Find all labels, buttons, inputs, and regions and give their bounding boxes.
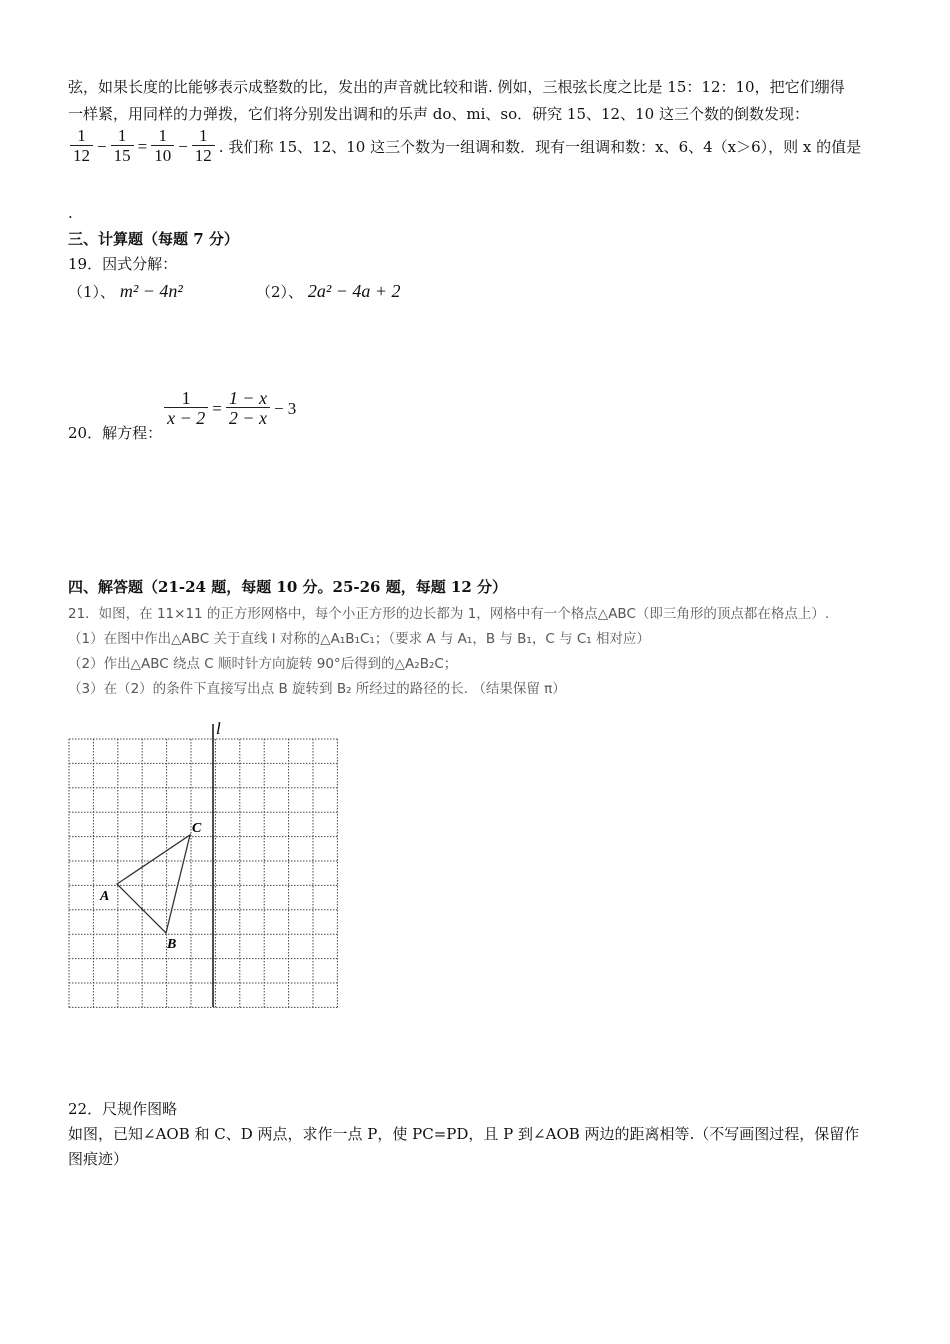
q21-line-2: （1）在图中作出△ABC 关于直线 l 对称的△A₁B₁C₁；（要求 A 与 A₁，B 与 B₁，C 与 C₁ 相对应） — [68, 631, 650, 647]
q20-lhs-fraction: $\frac{1}{x - 2}$ — [164, 389, 208, 428]
intro-line-1: 弦，如果长度的比能够表示成整数的比，发出的声音就比较和谐. 例如，三根弦长度之比是 15：12：10，把它们绷得 — [68, 78, 845, 96]
label-a: A — [100, 889, 110, 904]
label-c: C — [192, 821, 202, 836]
q22-line-1: 如图，已知∠AOB 和 C、D 两点，求作一点 P，使 PC=PD，且 P 到∠AOB 两边的距离相等.（不写画图过程，保留作 — [68, 1125, 860, 1143]
q22-line-2: 图痕迹） — [68, 1150, 129, 1168]
triangle-abc — [117, 835, 190, 933]
equals-sign: = — [212, 398, 222, 418]
q22-title: 22．尺规作图略 — [68, 1100, 178, 1118]
minus-sign: − — [178, 136, 188, 156]
q19-2-expression: 2a² − 4a + 2 — [307, 281, 401, 301]
intro-line-4: . — [68, 204, 73, 222]
q19-title: 19．因式分解： — [68, 255, 178, 273]
intro-line-3-text: . 我们称 15、12、10 这三个数为一组调和数．现有一组调和数：x、6、4（x＞6），则 x 的值是 — [218, 138, 862, 156]
section-3-heading: 三、计算题（每题 7 分） — [68, 230, 239, 248]
q19-1-expression: m² − 4n² — [119, 281, 183, 301]
grid-lines — [69, 739, 337, 1007]
q20 — [68, 374, 298, 443]
label-b: B — [167, 937, 177, 952]
section-4-heading: 四、解答题（21-24 题，每题 10 分。25-26 题，每题 12 分） — [68, 578, 508, 596]
q19-2-label: （2）、 — [256, 283, 304, 301]
q19-2 — [256, 281, 401, 302]
q21-line-3: （2）作出△ABC 绕点 C 顺时针方向旋转 90°后得到的△A₂B₂C； — [68, 656, 458, 672]
q19-1 — [68, 281, 183, 302]
fraction-1-10: $\frac{1}{10}$ — [151, 127, 174, 166]
fraction-1-12: $\frac{1}{12}$ — [192, 127, 215, 166]
fraction-1-12: $\frac{1}{12}$ — [70, 127, 93, 166]
equals-sign: = — [137, 136, 148, 156]
intro-line-2: 一样紧，用同样的力弹拨，它们将分别发出调和的乐声 do、mi、so．研究 15、12、10 这三个数的倒数发现： — [68, 105, 809, 123]
intro-line-3 — [68, 127, 861, 166]
q20-rhs-fraction: $\frac{1 - x}{2 - x}$ — [226, 389, 270, 428]
q20-tail: − 3 — [273, 398, 297, 418]
minus-sign: − — [97, 136, 107, 156]
line-l-label: l — [216, 719, 221, 738]
q21-line-1: 21．如图，在 11×11 的正方形网格中，每个小正方形的边长都为 1，网格中有一个格点△ABC（即三角形的顶点都在格点上）. — [68, 606, 830, 622]
fraction-1-15: $\frac{1}{15}$ — [111, 127, 134, 166]
q19-1-label: （1）、 — [68, 283, 116, 301]
q21-line-4: （3）在（2）的条件下直接写出点 B 旋转到 B₂ 所经过的路径的长. （结果保留 π） — [68, 681, 566, 697]
q20-label: 20．解方程： — [68, 424, 163, 442]
q21-grid-figure — [62, 712, 352, 1012]
